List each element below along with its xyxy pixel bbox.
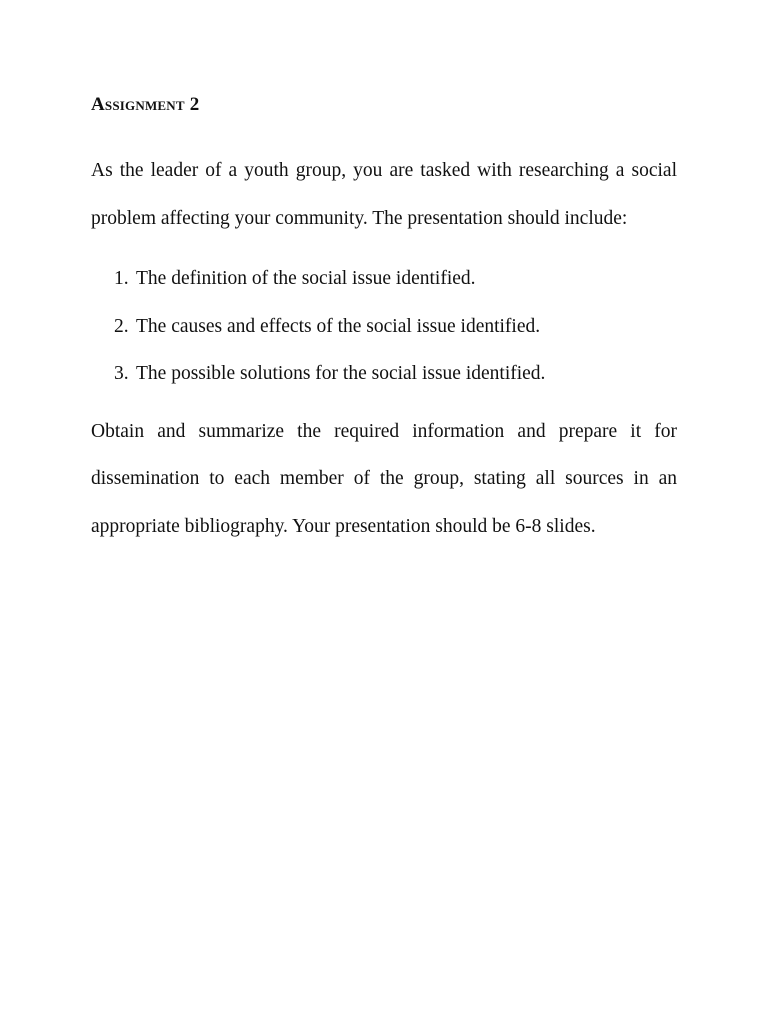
list-item (91, 255, 677, 303)
requirements-list (91, 255, 677, 398)
list-item-text: The causes and effects of the social issue identified. (136, 315, 541, 337)
closing-paragraph: Obtain and summarize the required information and prepare it for dissemination to each member of the group, stating all sources in an appropriate bibliography. Your presentation should be 6-8 slides. (91, 420, 677, 537)
list-number: 2. (114, 315, 129, 337)
list-number: 3. (114, 363, 129, 384)
list-item-text: The definition of the social issue identified. (136, 268, 476, 289)
assignment-heading: Assignment 2 (91, 94, 200, 115)
list-item (91, 350, 677, 398)
intro-paragraph: As the leader of a youth group, you are tasked with researching a social problem affecting your community. The presentation should include: (91, 160, 677, 229)
list-item (91, 303, 677, 351)
list-item-text: The possible solutions for the social issue identified. (136, 363, 546, 384)
list-number: 1. (114, 268, 129, 289)
document-body (91, 90, 677, 550)
